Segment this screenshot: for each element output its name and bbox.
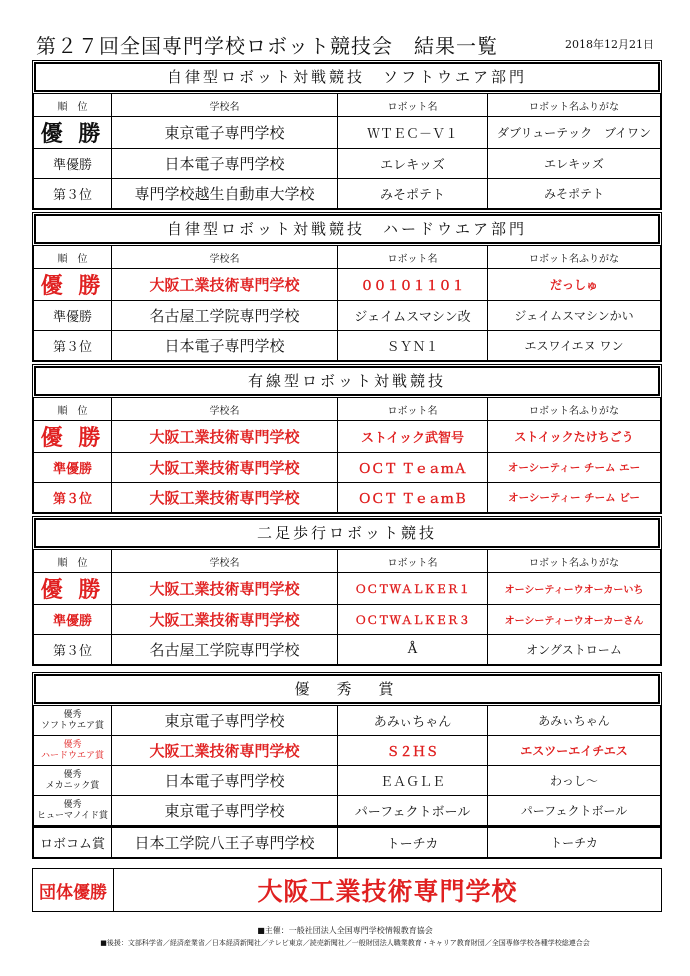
- robot: ＯＣＴ ＴｅａｍＢ: [338, 483, 488, 513]
- kana: わっし～: [488, 766, 661, 796]
- robot: ＯＣＴ ＴｅａｍＡ: [338, 453, 488, 483]
- school: 大阪工業技術専門学校: [112, 736, 338, 766]
- table-row: [34, 269, 661, 301]
- robot: ストイック武智号: [338, 421, 488, 453]
- award-name: [34, 706, 112, 736]
- rank: 優 勝: [34, 117, 112, 149]
- section-title: 二足歩行ロボット競技: [34, 518, 660, 548]
- school: 名古屋工学院専門学校: [112, 635, 338, 665]
- table-header: [34, 398, 661, 421]
- award-name: [34, 796, 112, 826]
- header-school: 学校名: [112, 398, 338, 421]
- section-title: 自律型ロボット対戦競技 ソフトウエア部門: [34, 62, 660, 92]
- table-row: [34, 828, 661, 858]
- table-header: [34, 94, 661, 117]
- kana: ジェイムスマシンかい: [488, 301, 661, 331]
- kana: だっしゅ: [488, 269, 661, 301]
- team-label: 団体優勝: [33, 869, 114, 911]
- header-robot: ロボット名: [338, 550, 488, 573]
- results-table: [33, 397, 661, 513]
- award-line2: ソフトウエア賞: [40, 720, 104, 731]
- results-table: [33, 93, 661, 209]
- kana: エスワイエヌ ワン: [488, 331, 661, 361]
- school: 大阪工業技術専門学校: [112, 269, 338, 301]
- robocom-label: ロボコム賞: [34, 828, 112, 858]
- rank: 第３位: [34, 483, 112, 513]
- header-rank: 順 位: [34, 94, 112, 117]
- kana: パーフェクトボール: [488, 796, 661, 826]
- team-victory: [32, 868, 662, 912]
- school: 大阪工業技術専門学校: [112, 573, 338, 605]
- kana: オーシーティーウオーカーさん: [488, 605, 661, 635]
- awards-table: [33, 705, 661, 826]
- kana: オーシーティー チーム エー: [488, 453, 661, 483]
- robot: ００１０１１０１: [338, 269, 488, 301]
- table-row: [34, 301, 661, 331]
- rank: 第３位: [34, 331, 112, 361]
- header-robot: ロボット名: [338, 398, 488, 421]
- rank: 準優勝: [34, 605, 112, 635]
- award-line2: ヒューマノイド賞: [37, 810, 108, 821]
- award-line1: 優秀: [63, 709, 82, 720]
- robot: パーフェクトボール: [338, 796, 488, 826]
- rank: 第３位: [34, 635, 112, 665]
- kana: エレキッズ: [488, 149, 661, 179]
- team-school: 大阪工業技術専門学校: [257, 877, 518, 906]
- kana: オングストローム: [488, 635, 661, 665]
- header-rank: 順 位: [34, 398, 112, 421]
- rank: 準優勝: [34, 453, 112, 483]
- school: 大阪工業技術専門学校: [112, 453, 338, 483]
- rank: 優 勝: [34, 573, 112, 605]
- school: 大阪工業技術専門学校: [112, 483, 338, 513]
- table-row: [34, 483, 661, 513]
- robot: ＷＴＥＣ－Ｖ１: [338, 117, 488, 149]
- table-row: [34, 605, 661, 635]
- kana: あみぃちゃん: [488, 706, 661, 736]
- section-hardware: [32, 212, 662, 362]
- table-row: [34, 179, 661, 209]
- school: 日本電子専門学校: [112, 149, 338, 179]
- table-row: [34, 453, 661, 483]
- school: 日本電子専門学校: [112, 766, 338, 796]
- table-row: [34, 635, 661, 665]
- robot: ＳＹＮ１: [338, 331, 488, 361]
- header-school: 学校名: [112, 246, 338, 269]
- footer-organizer: ■主催：一般社団法人全国専門学校情報教育協会: [257, 926, 433, 935]
- school: 専門学校越生自動車大学校: [112, 179, 338, 209]
- results-table: [33, 549, 661, 665]
- rank: 準優勝: [34, 301, 112, 331]
- table-row: [34, 736, 661, 766]
- header-school: 学校名: [112, 94, 338, 117]
- page-title: 第２７回全国専門学校ロボット競技会 結果一覧: [36, 34, 498, 58]
- rank: 準優勝: [34, 149, 112, 179]
- school: 東京電子専門学校: [112, 796, 338, 826]
- robot: ＥＡＧＬＥ: [338, 766, 488, 796]
- header-kana: ロボット名ふりがな: [488, 246, 661, 269]
- award-line1: 優秀: [63, 769, 82, 780]
- table-row: [34, 421, 661, 453]
- table-row: [34, 706, 661, 736]
- kana: トーチカ: [488, 828, 661, 858]
- header-robot: ロボット名: [338, 94, 488, 117]
- date: 2018年12月21日: [565, 38, 654, 51]
- award-name: [34, 736, 112, 766]
- school: 日本工学院八王子専門学校: [112, 828, 338, 858]
- section-software: [32, 60, 662, 210]
- header-rank: 順 位: [34, 550, 112, 573]
- section-title: 自律型ロボット対戦競技 ハードウエア部門: [34, 214, 660, 244]
- award-name: [34, 766, 112, 796]
- footer-sponsors: ■後援：文部科学省／経済産業省／日本経済新聞社／テレビ東京／読売新聞社／一般財団法人職業教育・キャリア教育財団／全国専修学校各種学校総連合会: [100, 939, 590, 947]
- section-biped: [32, 516, 662, 666]
- school: 日本電子専門学校: [112, 331, 338, 361]
- school: 名古屋工学院専門学校: [112, 301, 338, 331]
- school: 東京電子専門学校: [112, 117, 338, 149]
- rank: 優 勝: [34, 421, 112, 453]
- robot: Ｓ２ＨＳ: [338, 736, 488, 766]
- table-row: [34, 573, 661, 605]
- section-excellence: [32, 672, 662, 827]
- section-title: 優 秀 賞: [34, 674, 660, 704]
- kana: エスツーエイチエス: [488, 736, 661, 766]
- award-line2: ハードウエア賞: [40, 750, 104, 761]
- table-row: [34, 766, 661, 796]
- table-header: [34, 550, 661, 573]
- header-school: 学校名: [112, 550, 338, 573]
- robot: トーチカ: [338, 828, 488, 858]
- kana: オーシーティー チーム ビー: [488, 483, 661, 513]
- robot: ジェイムスマシン改: [338, 301, 488, 331]
- robot: あみぃちゃん: [338, 706, 488, 736]
- kana: ストイックたけちごう: [488, 421, 661, 453]
- award-line1: 優秀: [63, 799, 82, 810]
- school: 東京電子専門学校: [112, 706, 338, 736]
- school: 大阪工業技術専門学校: [112, 605, 338, 635]
- rank: 優 勝: [34, 269, 112, 301]
- section-title: 有線型ロボット対戦競技: [34, 366, 660, 396]
- award-line1: 優秀: [63, 739, 82, 750]
- robot: エレキッズ: [338, 149, 488, 179]
- table-row: [34, 117, 661, 149]
- table-row: [34, 331, 661, 361]
- robocom-table: [33, 827, 661, 858]
- kana: みそポテト: [488, 179, 661, 209]
- award-line2: メカニック賞: [45, 780, 100, 791]
- header-kana: ロボット名ふりがな: [488, 550, 661, 573]
- school: 大阪工業技術専門学校: [112, 421, 338, 453]
- kana: オーシーティーウオーカーいち: [488, 573, 661, 605]
- results-table: [33, 245, 661, 361]
- header-robot: ロボット名: [338, 246, 488, 269]
- section-wired: [32, 364, 662, 514]
- kana: ダブリューテック ブイワン: [488, 117, 661, 149]
- table-row: [34, 796, 661, 826]
- table-header: [34, 246, 661, 269]
- header-kana: ロボット名ふりがな: [488, 398, 661, 421]
- robot: みそポテト: [338, 179, 488, 209]
- header-kana: ロボット名ふりがな: [488, 94, 661, 117]
- rank: 第３位: [34, 179, 112, 209]
- header-rank: 順 位: [34, 246, 112, 269]
- section-robocom: [32, 826, 662, 859]
- table-row: [34, 149, 661, 179]
- robot: ＯＣＴＷＡＬＫＥＲ３: [338, 605, 488, 635]
- robot: ＯＣＴＷＡＬＫＥＲ１: [338, 573, 488, 605]
- robot: Å: [338, 635, 488, 665]
